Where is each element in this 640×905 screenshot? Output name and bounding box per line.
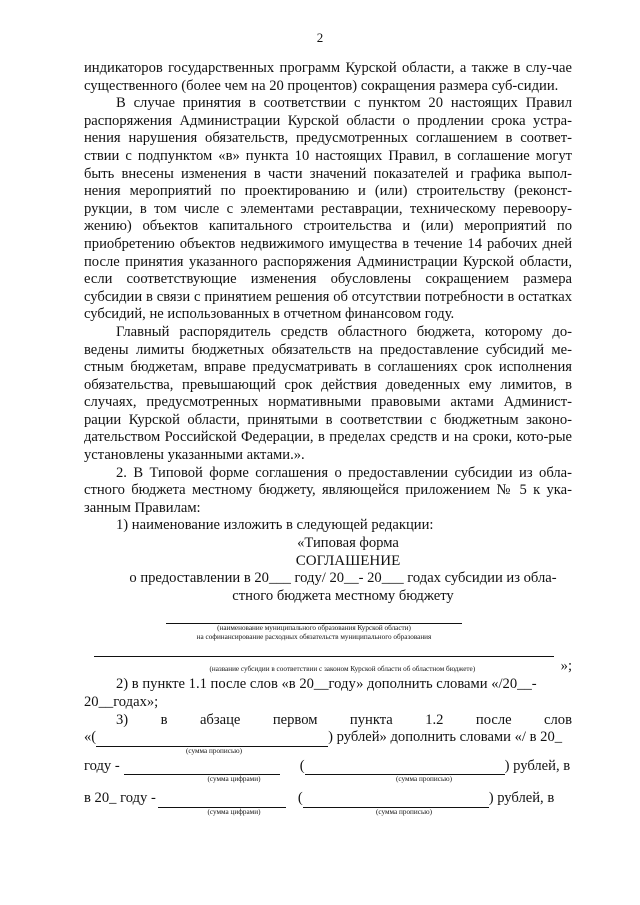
sum-words-blank [96, 732, 328, 747]
caption-sum-words: (сумма прописью) [376, 807, 432, 816]
paragraph: индикаторов государственных программ Курской области, а также в слу-чае существенного (более чем на 20 процентов) сокращения размера суб-сидии. [84, 60, 572, 94]
sum-digits-blank [124, 760, 280, 775]
sum-row-1: году - ( ) рублей, в [84, 757, 571, 774]
amendment-item-2-cont: 20__годах»; [84, 694, 159, 710]
document-body [84, 60, 572, 817]
subsidy-name-line [94, 656, 554, 657]
amendment-item-3: 3) в абзаце первом пункта 1.2 после слов [116, 711, 572, 728]
paragraph: 2. В Типовой форме соглашения о предоставлении субсидии из обла-стного бюджета местному бюджету, являющейся приложением № 5 к ука-занным Правилам: [84, 464, 572, 516]
caption-subsidy-name: (название субсидии в соответствии с законом Курской области об областном бюджете) [209, 665, 476, 674]
sum-words-blank [305, 760, 505, 775]
caption-cofinancing: на софинансирование расходных обязательств муниципального образования [196, 633, 432, 642]
amendment-item-2: 2) в пункте 1.1 после слов «в 20__году» дополнить словами «/20__- [116, 676, 537, 693]
caption-sum-words: (сумма прописью) [186, 746, 242, 755]
caption-municipality: (наименование муниципального образования Курской области) [217, 624, 411, 633]
caption-sum-digits: (сумма цифрами) [207, 775, 261, 784]
end-mark: »; [560, 658, 572, 675]
sum-digits-blank [158, 793, 286, 808]
sum-words-blank [303, 793, 489, 808]
sum-words-row: «( ) рублей» дополнить словами «/ в 20_ [84, 729, 563, 746]
page-number: 2 [316, 30, 324, 45]
form-title-line: стного бюджета местному бюджету [232, 587, 454, 604]
caption-sum-words: (сумма прописью) [396, 775, 452, 784]
paragraph: Главный распорядитель средств областного бюджета, которому до-ведены лимиты бюджетных обязательств на предоставление субсидий ме-стным бюджетам, вправе предусматривать в соглашениях срок исполнения обязательства, превышающий срок действия доведенных ему лимитов, в случаях, предусмотренных нормативными правовыми актами Админист-рации Курской области, принятыми в соответствии с бюджетным законо-дательством Российской Федерации, в пределах средств и на сроки, кото-рые установлены указанными актами.». [84, 323, 572, 464]
paragraph: В случае принятия в соответствии с пунктом 20 настоящих Правил распоряжения Администрации Курской области о продлении срока устра-нения нарушения обязательств, предусмотренных соглашением в соответ-ствии с подпунктом «в» пункта 10 настоящих Правил, в соглашение могут быть внесены изменения в части значений показателей и графика выпол-нения мероприятий по проектированию и (или) строительству (реконст-рукции, в том числе с элементами реставрации, техническому перевоору-жению) объектов капитального строительства и (или) мероприятий по приобретению объектов недвижимого имущества в течение 14 рабочих дней после принятия указанного распоряжения Администрации Курской области, если соответствующие изменения обусловлены сокращением размера субсидии в связи с принятием решения об отсутствии потребности в остатках субсидий, не использованных в отчетном финансовом году. [84, 95, 572, 323]
caption-sum-digits: (сумма цифрами) [207, 807, 261, 816]
form-title-line: «Типовая форма [297, 535, 399, 552]
form-title-line: о предоставлении в 20___ году/ 20__- 20___ годах субсидии из обла- [129, 570, 557, 587]
sum-row-2: в 20_ году - ( ) рублей, в [84, 790, 555, 807]
form-title-line: СОГЛАШЕНИЕ [295, 552, 401, 569]
paragraph: 1) наименование изложить в следующей редакции: [116, 517, 434, 534]
